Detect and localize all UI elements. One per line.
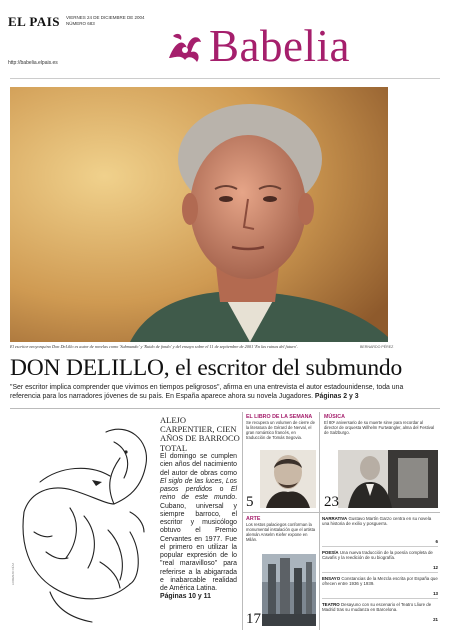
section-text: Los restos palaciegos conforman la monumental instalación que el artista alemán Anselm Kiefer expone en Milán. — [246, 522, 316, 543]
date: VIERNES 24 DE DICIEMBRE DE 2004 — [66, 15, 145, 20]
book-title: El siglo de las luces — [160, 477, 222, 485]
deck-pages[interactable]: Páginas 2 y 3 — [314, 392, 359, 400]
magazine-title: Babelia — [209, 21, 350, 71]
dateline — [66, 15, 146, 27]
index-page: 6 — [435, 538, 438, 544]
index-divider — [322, 598, 438, 599]
kiefer-installation-photo[interactable] — [262, 554, 316, 626]
lead-headline[interactable]: DON DELILLO, el escritor del submundo — [10, 355, 403, 381]
box-arte[interactable] — [246, 516, 316, 542]
book-title: El reino de este mundo — [160, 486, 237, 502]
column-divider — [319, 412, 320, 630]
box-divider — [319, 512, 440, 513]
page-number[interactable]: 17 — [246, 611, 261, 627]
index-label: TEATRO — [322, 602, 340, 607]
body-text: , — [221, 477, 226, 485]
section-rule — [10, 408, 440, 409]
page-number[interactable]: 23 — [324, 494, 339, 510]
index-page: 21 — [433, 616, 438, 622]
installation-image — [262, 554, 316, 626]
nerval-portrait[interactable] — [260, 450, 316, 508]
carpentier-pages[interactable]: Páginas 10 y 11 — [160, 593, 211, 601]
body-text: El domingo se cumplen cien años del nacimiento del autor de obras como — [160, 453, 237, 477]
deck-text: "Ser escritor implica comprender que vivimos en tiempos peligrosos", afirma en una entrevista el autor estadounidense, toda una referencia para los narradores jóvenes de su país. En España aparece ahora su novela Jugadores. — [10, 384, 404, 400]
box-musica[interactable] — [324, 414, 438, 435]
page-number[interactable]: 5 — [246, 494, 254, 510]
carpentier-drawing[interactable] — [10, 412, 158, 628]
index-label: POESÍA — [322, 550, 339, 555]
portrait-image — [338, 450, 438, 508]
column-divider — [242, 412, 243, 630]
index-item-ensayo[interactable] — [322, 576, 438, 596]
index-item-teatro[interactable] — [322, 602, 438, 622]
index-item-poesia[interactable] — [322, 550, 438, 570]
carpentier-headline[interactable]: ALEJO CARPENTIER, CIEN AÑOS DE BARROCO TOTAL — [160, 415, 240, 453]
index-text: Una nueva traducción de la poesía completa de Cavafis y la reedición de su biografía. — [322, 550, 433, 561]
index-divider — [322, 572, 438, 573]
box-libro[interactable] — [246, 414, 316, 440]
index-label: ENSAYO — [322, 576, 341, 581]
newspaper-name[interactable]: EL PAIS — [8, 14, 61, 29]
masthead-rule — [10, 78, 440, 79]
section-text: El 80º aniversario de su muerte sirve para recordar al director de orquesta Wilhelm Furtwängler, alma del Festival de Salzburgo. — [324, 420, 435, 436]
site-url[interactable]: http://babelia.elpais.es — [8, 60, 58, 66]
portrait-image — [260, 450, 316, 508]
lead-deck — [10, 384, 430, 401]
photo-caption: El escritor neoyorquino Don DeLillo es autor de novelas como 'Submundo' y 'Ruido de fondo' y del ensayo sobre el 11 de septiembre de 2001 'En las ruinas del futuro'. — [10, 344, 298, 349]
section-label: MÚSICA — [324, 414, 345, 420]
index-label: NARRATIVA — [322, 516, 348, 521]
babelia-flower-icon — [165, 28, 205, 68]
body-text: o — [212, 486, 231, 493]
body-text: . Cubano, universal y siempre barroco, el escritor y musicólogo obtuvo el Premio Cervantes en 1977. Fue el primero en utilizar la popular expresión de lo "real maravilloso" para referirse a la abigarrada e inabarcable realidad de América Latina. — [160, 494, 237, 592]
photo-credit: BERNARDO PÉREZ — [360, 345, 394, 349]
drawing-credit: LORENZO DÍAZ — [11, 562, 15, 585]
section-label: ARTE — [246, 516, 261, 522]
furtwangler-photo[interactable] — [338, 450, 438, 508]
section-text: Se recupera un volumen de cierre de la literatura de Gérard de Nerval, el gran romántico francés, en traducción de Tomás Segovia. — [246, 420, 315, 441]
box-divider — [242, 512, 319, 513]
index-text: Gustavo Martín Garzo centra en su novela una historia de exilio y posguerra. — [322, 516, 432, 527]
line-drawing — [10, 412, 158, 628]
babelia-logo[interactable] — [165, 20, 425, 78]
carpentier-body — [160, 453, 237, 602]
index-text: Constancias de la Mezcla escrita por España que ofrecen entre 1936 y 1939. — [322, 576, 438, 587]
section-label: EL LIBRO DE LA SEMANA — [246, 414, 313, 420]
book-title: Los pasos perdidos — [160, 477, 237, 493]
issue-number: NÚMERO 683 — [66, 21, 95, 26]
index-page: 12 — [433, 564, 438, 570]
index-text: Desayuno con su escenario el Teatro Lliure de Madrid tras su mudanza en Barcelona. — [322, 602, 432, 613]
index-divider — [322, 546, 438, 547]
index-item-narrativa[interactable] — [322, 516, 438, 544]
index-page: 13 — [433, 590, 438, 596]
cover-photo[interactable] — [10, 87, 388, 342]
portrait-illustration — [10, 87, 388, 342]
